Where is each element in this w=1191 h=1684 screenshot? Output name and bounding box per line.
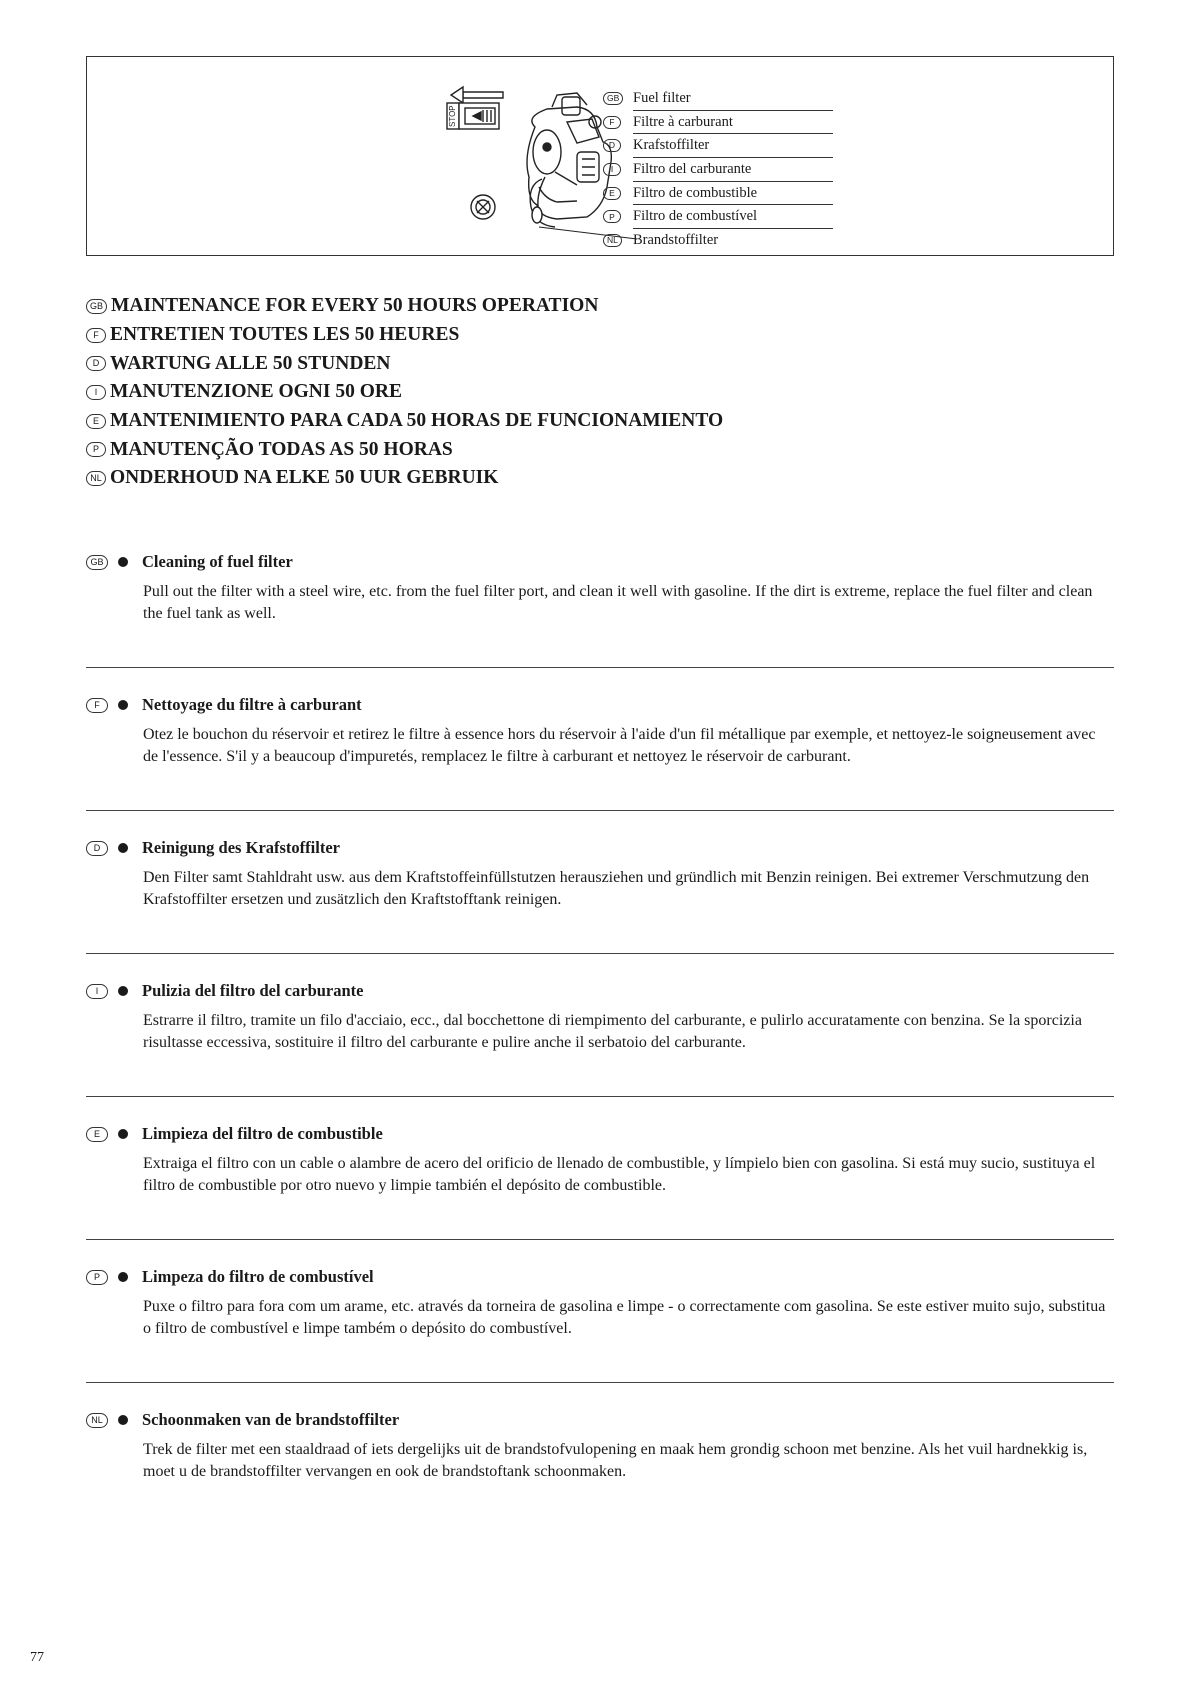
stop-label: STOP [448, 105, 457, 127]
legend-text: Filtro de combustible [633, 184, 758, 201]
language-code-badge: GB [86, 555, 108, 570]
legend-row [609, 111, 833, 135]
maintenance-headings [86, 292, 723, 493]
section-e [86, 1123, 1114, 1197]
language-code-badge: I [86, 385, 106, 400]
legend-text: Fuel filter [633, 89, 691, 106]
divider [86, 1239, 1114, 1240]
heading-text: ONDERHOUD NA ELKE 50 UUR GEBRUIK [110, 467, 499, 489]
section-body: Estrarre il filtro, tramite un filo d'acciaio, ecc., dal bocchettone di riempimento del carburante, e pulirlo accuratamente con benzina. Se la sporcizia risultasse eccessiva, sostituire il filtro del carburante e pulire anche il serbatoio del carburante. [143, 1012, 1082, 1051]
legend-text: Filtre à carburant [633, 113, 733, 130]
language-code-badge: F [86, 328, 106, 343]
bullet-icon [118, 843, 128, 853]
bullet-icon [118, 1272, 128, 1282]
heading-row [86, 464, 723, 493]
language-code-badge: D [86, 356, 106, 371]
heading-text: ENTRETIEN TOUTES LES 50 HEURES [110, 324, 460, 346]
legend-row [609, 182, 833, 206]
section-body: Den Filter samt Stahldraht usw. aus dem Kraftstoffeinfüllstutzen herausziehen und gründlich mit Benzin reinigen. Bei extremer Verschmutzung den Krafstoffilter ersetzen und zusätzlich den Kraftstofftank reinigen. [143, 869, 1090, 908]
bullet-icon [118, 700, 128, 710]
section-p [86, 1266, 1114, 1340]
section-nl [86, 1409, 1114, 1483]
language-code-badge: NL [86, 471, 106, 486]
language-code-badge: NL [603, 234, 622, 247]
section-body: Pull out the filter with a steel wire, etc. from the fuel filter port, and clean it well with gasoline. If the dirt is extreme, replace the fuel filter and clean the fuel tank as well. [143, 583, 1093, 622]
section-body: Puxe o filtro para fora com um arame, etc. através da torneira de gasolina e limpe - o correctamente com gasolina. Se este estiver muito sujo, substitua o filtro de combustível e limpe também o depósito do combustível. [143, 1298, 1106, 1337]
language-code-badge: P [86, 442, 106, 457]
section-head [86, 1123, 1114, 1145]
section-title: Limpieza del filtro de combustible [142, 1124, 383, 1143]
divider [86, 810, 1114, 811]
section-body: Trek de filter met een staaldraad of iets dergelijks uit de brandstofvulopening en maak hem grondig schoon met benzine. Als het vuil hardnekkig is, moet u de brandstoffilter vervangen en ook de brandstoftank schoonmaken. [143, 1441, 1088, 1480]
legend-text: Krafstoffilter [633, 137, 710, 154]
section-head [86, 1266, 1114, 1288]
heading-row [86, 378, 723, 407]
section-title: Schoonmaken van de brandstoffilter [142, 1410, 400, 1429]
divider [86, 1382, 1114, 1383]
language-code-badge: NL [86, 1413, 108, 1428]
language-code-badge: D [603, 139, 621, 152]
heading-row [86, 292, 723, 321]
divider [86, 1096, 1114, 1097]
bullet-icon [118, 557, 128, 567]
bullet-icon [118, 986, 128, 996]
heading-row [86, 407, 723, 436]
language-code-badge: E [86, 414, 106, 429]
section-head [86, 694, 1114, 716]
legend [607, 87, 833, 252]
language-code-badge: P [86, 1270, 108, 1285]
section-f [86, 694, 1114, 768]
section-i [86, 980, 1114, 1054]
section-body: Otez le bouchon du réservoir et retirez le filtre à essence hors du réservoir à l'aide d'un fil métallique par exemple, et nettoyez-le soigneusement avec de l'essence. S'il y a beaucoup d'impuretés, remplacez le filtre à carburant et nettoyez le réservoir de carburant. [143, 726, 1096, 765]
legend-text: Brandstoffilter [633, 231, 719, 248]
heading-row [86, 435, 723, 464]
section-head [86, 551, 1114, 573]
bullet-icon [118, 1415, 128, 1425]
page-number: 77 [30, 1650, 44, 1665]
heading-text: MAINTENANCE FOR EVERY 50 HOURS OPERATION [111, 295, 599, 317]
heading-text: WARTUNG ALLE 50 STUNDEN [110, 352, 391, 374]
legend-row [608, 134, 833, 158]
language-code-badge: E [86, 1127, 108, 1142]
divider [86, 953, 1114, 954]
bullet-icon [118, 1129, 128, 1139]
section-body: Extraiga el filtro con un cable o alambre de acero del orificio de llenado de combustible, y límpielo bien con gasolina. Si está muy sucio, sustituya el filtro de combustible por otro nuevo y limpie también el depósito de combustible. [143, 1155, 1096, 1194]
section-head [86, 837, 1114, 859]
language-code-badge: F [86, 698, 108, 713]
section-head [86, 980, 1114, 1002]
section-title: Nettoyage du filtre à carburant [142, 695, 362, 714]
legend-row [610, 158, 833, 182]
heading-text: MANTENIMIENTO PARA CADA 50 HORAS DE FUNCIONAMIENTO [110, 410, 724, 432]
legend-text: Filtro del carburante [633, 160, 752, 177]
heading-row [86, 349, 723, 378]
legend-text: Filtro de combustível [633, 208, 758, 225]
language-code-badge: P [603, 210, 621, 223]
figure-box [86, 56, 1114, 256]
language-code-badge: F [603, 116, 621, 129]
heading-text: MANUTENÇÃO TODAS AS 50 HORAS [110, 438, 453, 460]
section-title: Cleaning of fuel filter [142, 552, 293, 571]
section-title: Limpeza do filtro de combustível [142, 1267, 374, 1286]
language-code-badge: GB [86, 299, 107, 314]
legend-row [607, 229, 833, 252]
section-title: Reinigung des Krafstoffilter [142, 838, 340, 857]
section-head [86, 1409, 1114, 1431]
legend-row [609, 205, 833, 229]
language-code-badge: I [603, 163, 621, 176]
heading-row [86, 321, 723, 350]
heading-text: MANUTENZIONE OGNI 50 ORE [110, 381, 402, 403]
language-code-badge: I [86, 984, 108, 999]
section-d [86, 837, 1114, 911]
divider [86, 667, 1114, 668]
legend-row [607, 87, 833, 111]
language-code-badge: GB [603, 92, 623, 105]
language-code-badge: D [86, 841, 108, 856]
section-gb [86, 551, 1114, 625]
section-title: Pulizia del filtro del carburante [142, 981, 364, 1000]
language-code-badge: E [603, 187, 621, 200]
